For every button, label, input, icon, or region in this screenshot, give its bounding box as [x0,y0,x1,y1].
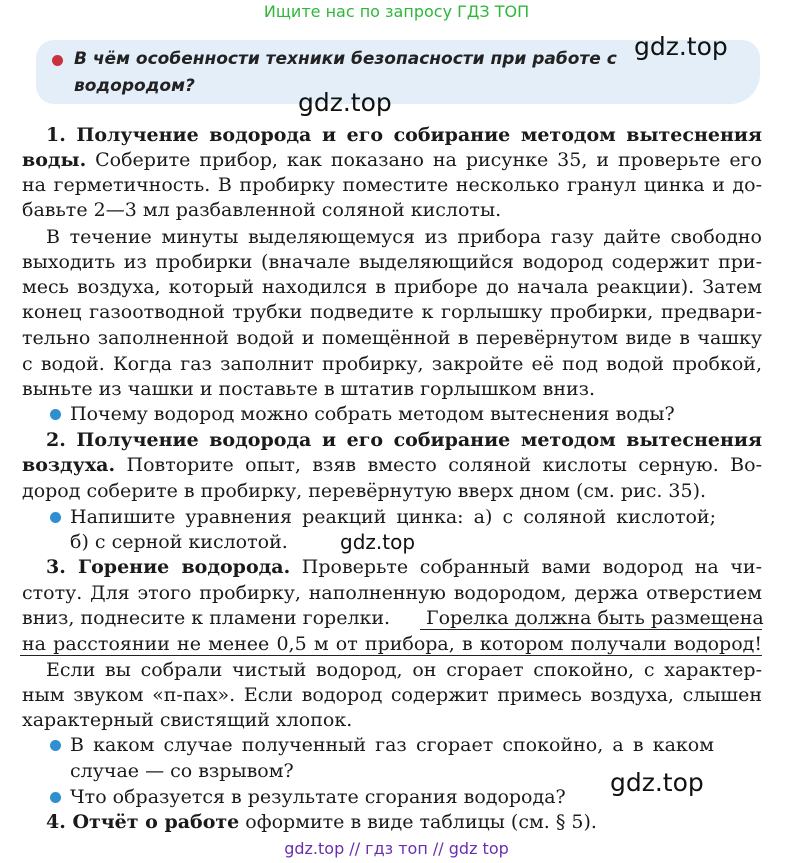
text-line: Что образуется в результате сгорания водорода? [70,786,566,808]
text-line: на герметичность. В пробирку поместите несколько гранул цинка и до- [22,174,762,196]
text-line: Если вы собрали чистый водород, он сгорает спокойно, с характер- [46,659,762,681]
text-line: дород соберите в пробирку, перевёрнутую вверх дном (см. рис. 35). [22,480,707,502]
text-line: 2. Получение водорода и его собирание методом вытеснения [46,429,762,451]
text-line: б) с серной кислотой. [70,531,288,553]
watermark: gdz.top [610,768,704,797]
text-line: тельно заполненной водой и помещённой в перевёрнутом виде в чашку [22,327,762,349]
text-line: месь воздуха, который находился в приборе до начала реакции). Затем [22,276,762,298]
question-bullet-icon [52,55,63,66]
text-line-underlined: Горелка должна быть размещена [426,607,764,629]
bullet-icon [50,740,61,751]
question-text: В чём особенности техники безопасности при работе с водородом? [74,49,617,96]
text-line: случае — со взрывом? [70,760,294,782]
text-line: воды. Соберите прибор, как показано на рисунке 35, и проверьте его [22,149,762,171]
underline [20,655,762,656]
text-line: бавьте 2—3 мл разбавленной соляной кислоты. [22,199,502,221]
text-line: Почему водород можно собрать методом вытеснения воды? [70,403,675,425]
text-line: выходить из пробирки (вначале выделяющийся водород содержит при- [22,251,762,273]
text-line: стоту. Для этого пробирку, наполненную водородом, держа отверстием [22,582,762,604]
watermark: gdz.top [340,530,416,554]
watermark: gdz.top [634,32,728,61]
text-line: выньте из чашки и поставьте в штатив горлышком вниз. [22,378,596,400]
text-line: конец газоотводной трубки подведите к горлышку пробирки, предвари- [22,301,762,323]
text-line: В течение минуты выделяющемуся из прибора газу дайте свободно [46,226,762,248]
underline [420,629,762,630]
text-line: 3. Горение водорода. Проверьте собранный вами водород на чи- [46,556,762,578]
text-line-underlined: на расстоянии не менее 0,5 м от прибора, в котором получали водород! [22,633,762,655]
text-line: 1. Получение водорода и его собирание методом вытеснения [46,124,762,146]
text-line: характерный свистящий хлопок. [22,709,353,731]
bullet-icon [50,512,61,523]
text-line: 4. Отчёт о работе оформите в виде таблицы (см. § 5). [46,811,597,833]
text-line: Напишите уравнения реакций цинка: а) с соляной кислотой; [70,506,716,528]
text-line: с водой. Когда газ заполнит пробирку, закройте её под водой пробкой, [22,353,762,375]
text-line: вниз, поднесите к пламени горелки. [22,607,391,629]
watermark: gdz.top [298,88,392,117]
bullet-icon [50,409,61,420]
text-line: ным звуком «п-пах». Если водород содержит примесь воздуха, слышен [22,684,762,706]
text-line: воздуха. Повторите опыт, взяв вместо соляной кислоты серную. Во- [22,454,762,476]
footer-watermark: gdz.top // гдз топ // gdz top [284,839,509,858]
bullet-icon [50,792,61,803]
search-banner: Ищите нас по запросу ГДЗ ТОП [263,2,530,21]
text-line: В каком случае полученный газ сгорает спокойно, а в каком [70,734,714,756]
